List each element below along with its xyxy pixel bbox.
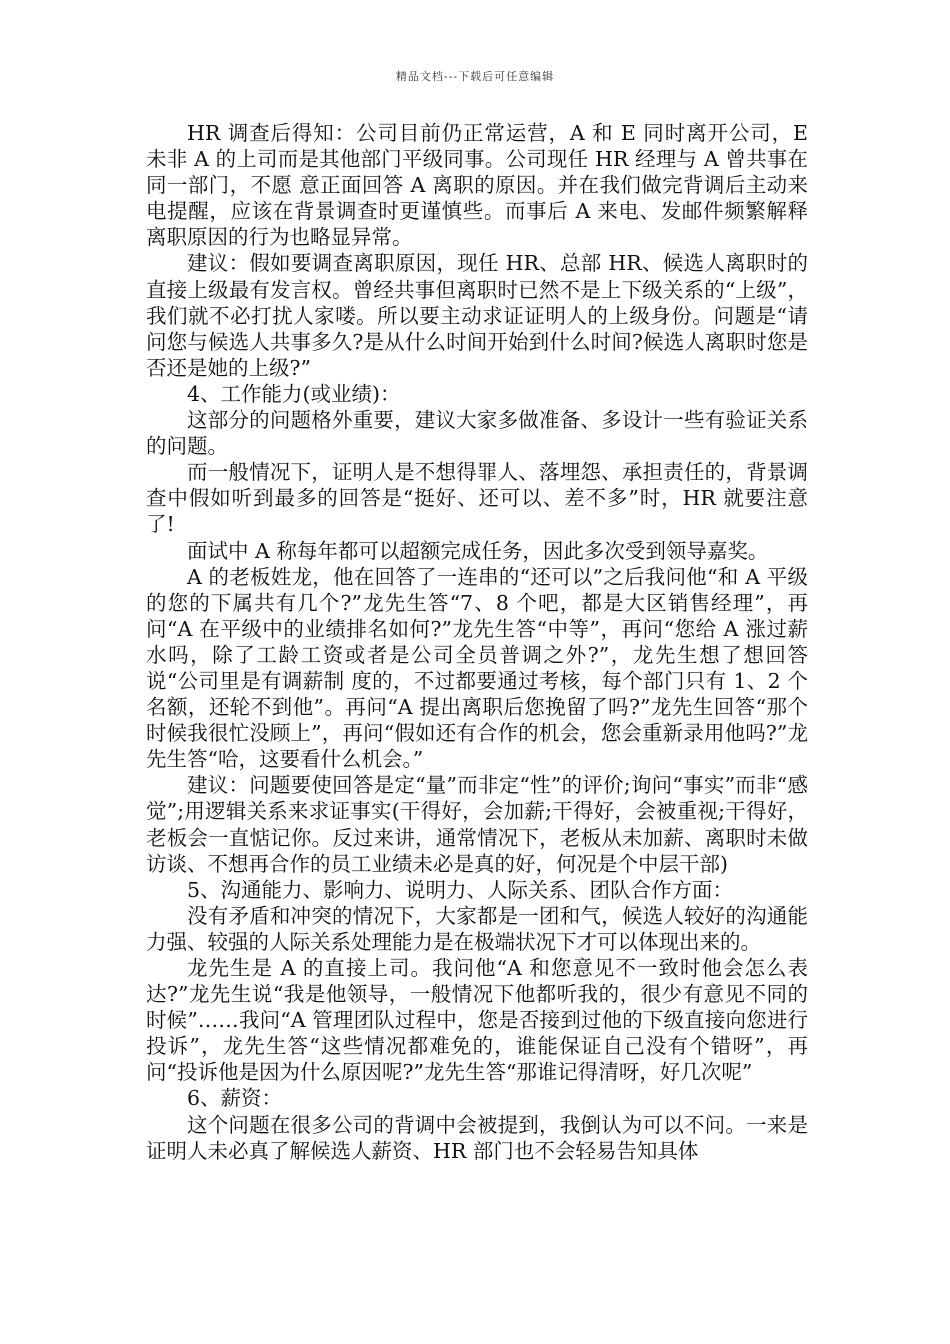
page-header: 精品文档---下载后可任意编辑 [395,70,555,83]
paragraph-hr-findings: HR 调查后得知：公司目前仍正常运营，A 和 E 同时离开公司，E 未非 A 的上司而是其他部门平级同事。公司现任 HR 经理与 A 曾共事在同一部门，不愿 意正面回答 A 离职的原因。并在我们做完背调后主动来电提醒，应该在背景调查时更谨慎些。而事后 A 来电、发邮件频繁解释离职原因的行为也略显异常。 [146,121,808,250]
paragraph-salary-intro: 这个问题在很多公司的背调中会被提到，我倒认为可以不问。一来是证明人未必真了解候选人薪资、HR 部门也不会轻易告知具体 [146,1112,808,1163]
paragraph-suggestion-resignation: 建议：假如要调查离职原因，现任 HR、总部 HR、候选人离职时的直接上级最有发言权。曾经共事但离职时已然不是上下级关系的“上级”，我们就不必打扰人家喽。所以要主动求证证明人的上级身份。问题是“请问您与候选人共事多久?是从什么时间开始到什么时间?候选人离职时您是否还是她的上级?” [146,251,808,380]
paragraph-work-ability-intro: 这部分的问题格外重要，建议大家多做准备、多设计一些有验证关系的问题。 [146,408,808,459]
paragraph-supervisor-dialogue: 龙先生是 A 的直接上司。我问他“A 和您意见不一致时他会怎么表达?”龙先生说“我是他领导，一般情况下他都听我的，很少有意见不同的时候”……我问“A 管理团队过程中，您是否接到过他的下级直接向您进行投诉”，龙先生答“这些情况都难免的，谁能保证自己没有个错呀”，再问“投诉他是因为什么原因呢?”龙先生答“那谁记得清呀，好几次呢” [146,956,808,1085]
section-heading-salary: 6、薪资： [187,1086,283,1111]
document-body [146,120,808,1164]
paragraph-communication-intro: 没有矛盾和冲突的情况下，大家都是一团和气，候选人较好的沟通能力强、较强的人际关系处理能力是在极端状况下才可以体现出来的。 [146,903,808,954]
paragraph-suggestion-quantify: 建议：问题要使回答是定“量”而非定“性”的评价;询问“事实”而非“感觉”;用逻辑关系来求证事实(干得好，会加薪;干得好，会被重视;干得好，老板会一直惦记你。反过来讲，通常情况下，老板从未加薪、离职时未做访谈、不想再合作的员工业绩未必是真的好，何况是个中层干部) [146,773,808,876]
paragraph-interview-claim: 面试中 A 称每年都可以超额完成任务，因此多次受到领导嘉奖。 [187,538,769,563]
paragraph-boss-dialogue: A 的老板姓龙，他在回答了一连串的“还可以”之后我问他“和 A 平级的您的下属共有几个?”龙先生答“7、8 个吧，都是大区销售经理”，再问“A 在平级中的业绩排名如何?”龙先生答“中等”，再问“您给 A 涨过薪水吗，除了工龄工资或者是公司全员普调之外?”，龙先生想了想回答说“公司里是有调薪制 度的，不过都要通过考核，每个部门只有 1、2 个名额，还轮不到他”。再问“A 提出离职后您挽留了吗?”龙先生回答“那个时候我很忙没顾上”，再问“假如还有合作的机会，您会重新录用他吗?”龙先生答“哈，这要看什么机会。” [146,564,808,772]
section-heading-communication: 5、沟通能力、影响力、说明力、人际关系、团队合作方面： [187,877,734,902]
section-heading-work-ability: 4、工作能力(或业绩)： [187,381,401,406]
paragraph-referee-behavior: 而一般情况下，证明人是不想得罪人、落埋怨、承担责任的，背景调查中假如听到最多的回答是“挺好、还可以、差不多”时，HR 就要注意了! [146,460,808,537]
